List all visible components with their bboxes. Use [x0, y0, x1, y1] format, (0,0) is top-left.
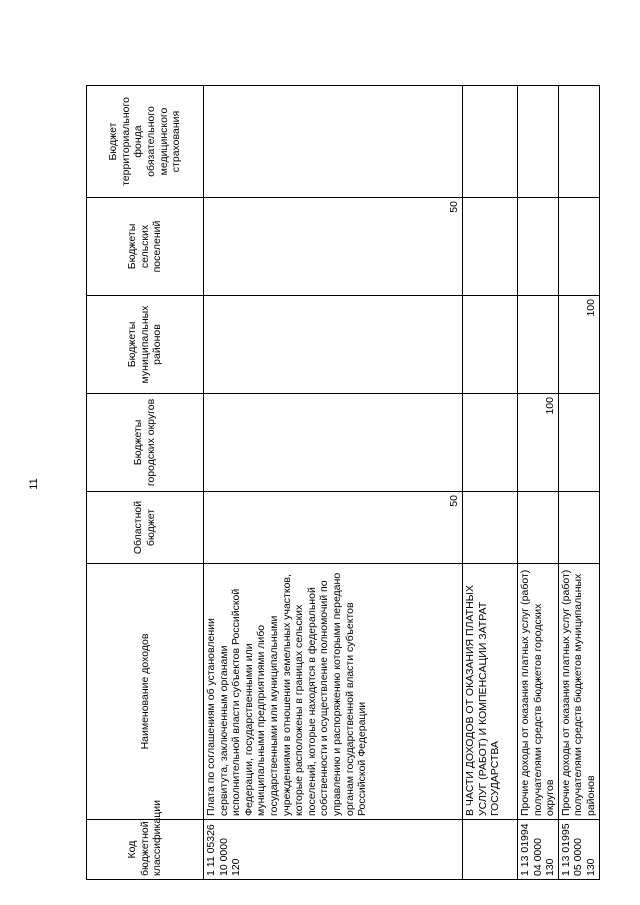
cell-territorial-fund — [518, 86, 559, 198]
cell-regional — [463, 492, 518, 564]
cell-regional: 50 — [204, 492, 463, 564]
cell-name: Плата по соглашениям об установлении сервитута, заключенным органами исполнительной власти субъектов Российской Федерации, государственными или муниципальными предприятиями либо государственными или муниципальными учреждениями в отношении земельных участков, которые расположены в границах сельских поселений, которые находятся в федеральной собственности и осуществление полномочий по управлению и распоряжению которыми передано органам государственной власти субъектов Российской Федерации — [204, 564, 463, 820]
header-regional: Областной бюджет — [87, 492, 204, 564]
cell-code — [463, 820, 518, 880]
rotated-table-frame — [86, 86, 597, 880]
header-municipal-districts: Бюджеты муниципальных районов — [87, 296, 204, 394]
cell-name: Прочие доходы от оказания платных услуг (работ) получателями средств бюджетов городских округов — [518, 564, 559, 820]
cell-territorial-fund — [463, 86, 518, 198]
income-distribution-table — [86, 85, 600, 880]
table-row — [518, 86, 559, 880]
header-city-districts: Бюджеты городских округов — [87, 394, 204, 492]
cell-regional — [558, 492, 599, 564]
cell-territorial-fund — [204, 86, 463, 198]
cell-municipal-districts — [518, 296, 559, 394]
cell-rural-settlements — [463, 198, 518, 296]
cell-code: 1 13 01995 05 0000 130 — [558, 820, 599, 880]
cell-territorial-fund — [558, 86, 599, 198]
cell-name: В ЧАСТИ ДОХОДОВ ОТ ОКАЗАНИЯ ПЛАТНЫХ УСЛУГ (РАБОТ) И КОМПЕНСАЦИИ ЗАТРАТ ГОСУДАРСТВА — [463, 564, 518, 820]
cell-municipal-districts — [463, 296, 518, 394]
cell-code: 1 13 01994 04 0000 130 — [518, 820, 559, 880]
cell-municipal-districts: 100 — [558, 296, 599, 394]
table-row — [463, 86, 518, 880]
cell-regional — [518, 492, 559, 564]
cell-city-districts: 100 — [518, 394, 559, 492]
table-header-row — [87, 86, 204, 880]
cell-name: Прочие доходы от оказания платных услуг (работ) получателями средств бюджетов муниципальных районов — [558, 564, 599, 820]
cell-rural-settlements — [558, 198, 599, 296]
table-container — [86, 86, 597, 880]
table-row — [558, 86, 599, 880]
cell-city-districts — [204, 394, 463, 492]
cell-municipal-districts — [204, 296, 463, 394]
cell-code: 1 11 05326 10 0000 120 — [204, 820, 463, 880]
cell-city-districts — [463, 394, 518, 492]
cell-city-districts — [558, 394, 599, 492]
cell-rural-settlements — [518, 198, 559, 296]
header-name: Наименование доходов — [87, 564, 204, 820]
header-code: Код бюджетной классификации — [87, 820, 204, 880]
header-rural-settlements: Бюджеты сельских поселений — [87, 198, 204, 296]
page-number: 11 — [28, 478, 40, 490]
header-territorial-fund: Бюджет территориального фонда обязательного медицинского страхования — [87, 86, 204, 198]
table-row — [204, 86, 463, 880]
cell-rural-settlements: 50 — [204, 198, 463, 296]
